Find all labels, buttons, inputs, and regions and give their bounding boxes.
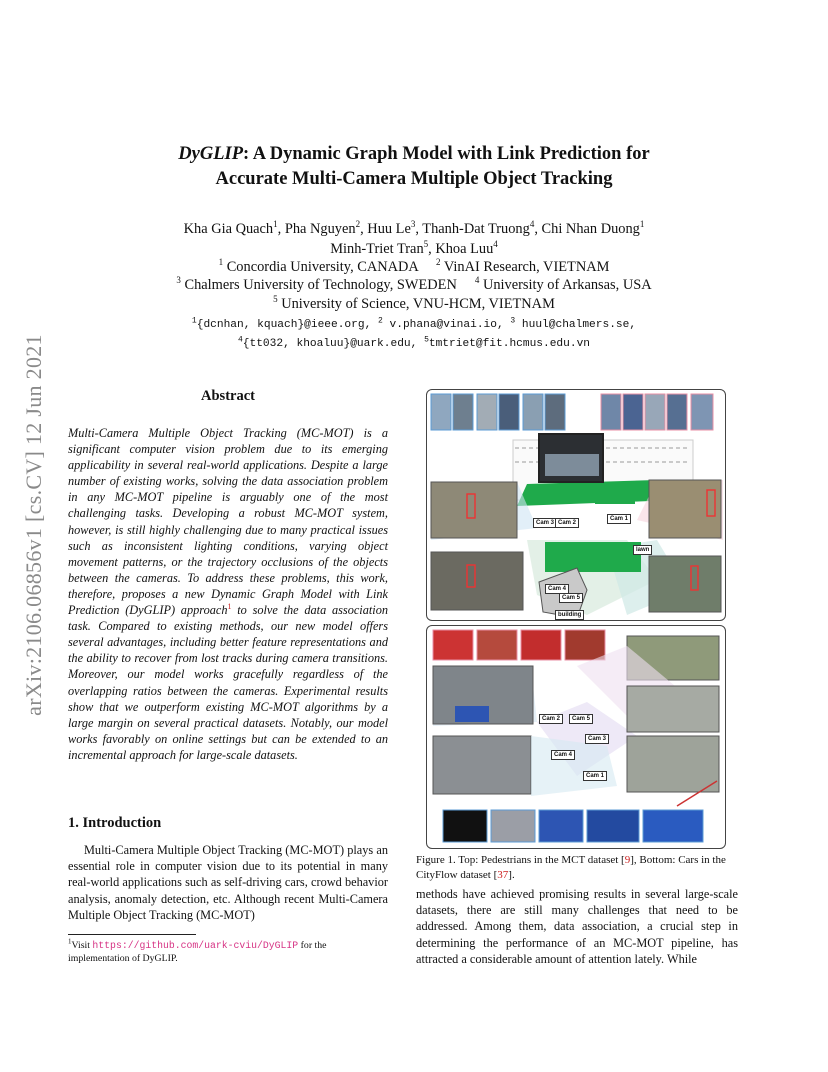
cam-2-label: Cam 2 [539, 714, 563, 724]
repo-link[interactable]: https://github.com/uark-cviu/DyGLIP [92, 940, 299, 951]
email-mark: 5 [424, 335, 429, 345]
affil-mark: 4 [474, 275, 480, 286]
cam-2-label: Cam 2 [555, 518, 579, 528]
email-line [60, 316, 768, 334]
email: {tt032, khoaluu}@uark.edu, [242, 338, 425, 350]
abstract-body [68, 425, 388, 763]
figure-bottom-panel [426, 625, 726, 849]
affiliation: Chalmers University of Technology, SWEDEN [184, 277, 457, 293]
caption-text: Figure 1. Top: Pedestrians in the MCT dataset [ [416, 854, 625, 866]
figure-caption [416, 853, 738, 882]
citation-link[interactable]: 37 [497, 868, 509, 881]
author-name: Pha Nguyen [284, 221, 356, 237]
car-crops-top [433, 630, 605, 660]
cam-4-label: Cam 4 [545, 584, 569, 594]
caption-text: ]. [508, 868, 515, 881]
title-line1: : A Dynamic Graph Model with Link Prediction for [243, 144, 650, 164]
affiliation-line [60, 294, 768, 314]
footnote-text: for the implementation of DyGLIP. [68, 940, 327, 964]
email: v.phana@vinai.io, [382, 319, 511, 331]
author-name: Kha Gia Quach [183, 221, 274, 237]
citation-link[interactable]: 9 [624, 854, 631, 866]
affiliation-line [60, 257, 768, 277]
email: {dcnhan, kquach}@ieee.org, [196, 319, 379, 331]
author-list-line2: Minh-Triet Tran$^5$, Khoa Luu$^4$ [330, 239, 498, 257]
cam-1-label: Cam 1 [607, 514, 631, 524]
building-label: building [555, 610, 584, 620]
affil-mark: 1 [218, 257, 224, 268]
footnote-mark[interactable]: 1 [227, 601, 232, 611]
affiliation: Concordia University, CANADA [226, 259, 419, 275]
pedestrian-crops-left [431, 394, 565, 430]
footnote [68, 939, 388, 965]
figure-bottom-illustration [427, 626, 725, 848]
title-line2: Accurate Multi-Camera Multiple Object Tracking [215, 169, 613, 189]
cam-1-label: Cam 1 [583, 771, 607, 781]
email: tmtriet@fit.hcmus.edu.vn [428, 338, 591, 350]
intro-body: Multi-Camera Multiple Object Tracking (MC-MOT) plays an essential role in computer vision due to its potential in many real-world applications such as self-driving cars, crowd behavior analysis, anomaly detection, etc. Although recent Multi-Camera Multiple Object Tracking (MC-MOT) [68, 843, 388, 922]
author-affil-mark: 5 [423, 239, 429, 250]
author-affil-mark: 3 [410, 219, 416, 230]
cam-4-label: Cam 4 [551, 750, 575, 760]
affiliation-line [60, 275, 768, 295]
email-mark: 1 [191, 316, 197, 326]
section-heading: 1. Introduction [68, 815, 162, 831]
affil-mark: 3 [176, 275, 181, 286]
abstract-text: to solve the data association task. Compared to existing methods, our new model offers several advantages, including better feature representations and the ability to recover from lost tracks during camera transitions. Moreover, our model works gracefully regardless of the overlapping ratios between the cameras. Experimental results show that we outperform existing MC-MOT algorithms by a large margin on several practical datasets. Notably, our model works favorably on online settings but can be extended to an incremental approach for large-scale datasets. [68, 603, 389, 762]
figure-top-panel [426, 389, 726, 621]
lawn-label: lawn [633, 545, 652, 555]
cam-5-label: Cam 5 [569, 714, 593, 724]
affiliation: University of Science, VNU-HCM, VIETNAM [281, 296, 555, 312]
abstract-heading: Abstract [201, 388, 255, 404]
footnote-mark: 1 [68, 937, 72, 946]
footnote-text: Visit [71, 940, 93, 951]
author-name: Khoa Luu [435, 241, 494, 257]
car-crops-bottom [443, 810, 703, 842]
title-italic: DyGLIP [178, 144, 244, 164]
abstract-text: Multi-Camera Multiple Object Tracking (MC-MOT) is a significant computer vision problem due to its emerging applicability in several real-world applications. Despite a large number of existing works, solving the data association problem in any MC-MOT pipeline is arguably one of the most challenging tasks. Developing a robust MC-MOT system, however, is still highly challenging due to many practical issues such as inconsistent lighting conditions, varying object movement patterns, or the trajectory occlusions of the objects between the cameras. To address these problems, this work, therefore, proposes a new Dynamic Graph Model with Link Prediction (DyGLIP) approach [68, 426, 388, 618]
author-name: Thanh-Dat Truong [422, 221, 530, 237]
email-mark: 3 [510, 316, 516, 326]
author-affil-mark: 1 [639, 219, 645, 230]
figure-top-illustration [427, 390, 725, 620]
cam-3-label: Cam 3 [585, 734, 609, 744]
author-name: Chi Nhan Duong [541, 221, 640, 237]
cam-5-label: Cam 5 [559, 593, 583, 603]
affil-mark: 2 [436, 257, 441, 268]
email-line [60, 335, 768, 353]
caption-text: ], Bottom: Cars in the CityFlow dataset [ [416, 854, 726, 881]
author-affil-mark: 1 [273, 219, 278, 230]
pedestrian-crops-right [601, 394, 713, 430]
paper-title [100, 142, 728, 192]
author-affil-mark: 4 [493, 239, 498, 250]
arxiv-stamp: arXiv:2106.06856v1 [cs.CV] 12 Jun 2021 [21, 334, 46, 716]
affiliation: University of Arkansas, USA [482, 277, 652, 293]
author-affil-mark: 4 [529, 219, 535, 230]
footnote-rule [68, 934, 196, 935]
body-text-right: methods have achieved promising results in several large-scale datasets, there are still many challenges that need to be addressed. Among them, data association, a crucial step in determining the performance of an MC-MOT pipeline, has attracted a considerable amount of attention lately. While [416, 887, 738, 966]
email: huul@chalmers.se, [515, 319, 637, 331]
email-mark: 4 [237, 335, 243, 345]
cam-3-label: Cam 3 [533, 518, 557, 528]
author-name: Huu Le [367, 221, 411, 237]
affiliation: VinAI Research, VIETNAM [443, 259, 610, 275]
email-mark: 2 [378, 316, 383, 326]
affil-mark: 5 [273, 294, 278, 305]
author-list: Kha Gia Quach$^1$, Pha Nguyen$^2$, Huu Le$^3$, Thanh-Dat Truong$^4$, Chi Nhan Duong$^1$ [183, 219, 645, 237]
author-affil-mark: 2 [355, 219, 361, 230]
author-name: Minh-Triet Tran [330, 241, 424, 257]
